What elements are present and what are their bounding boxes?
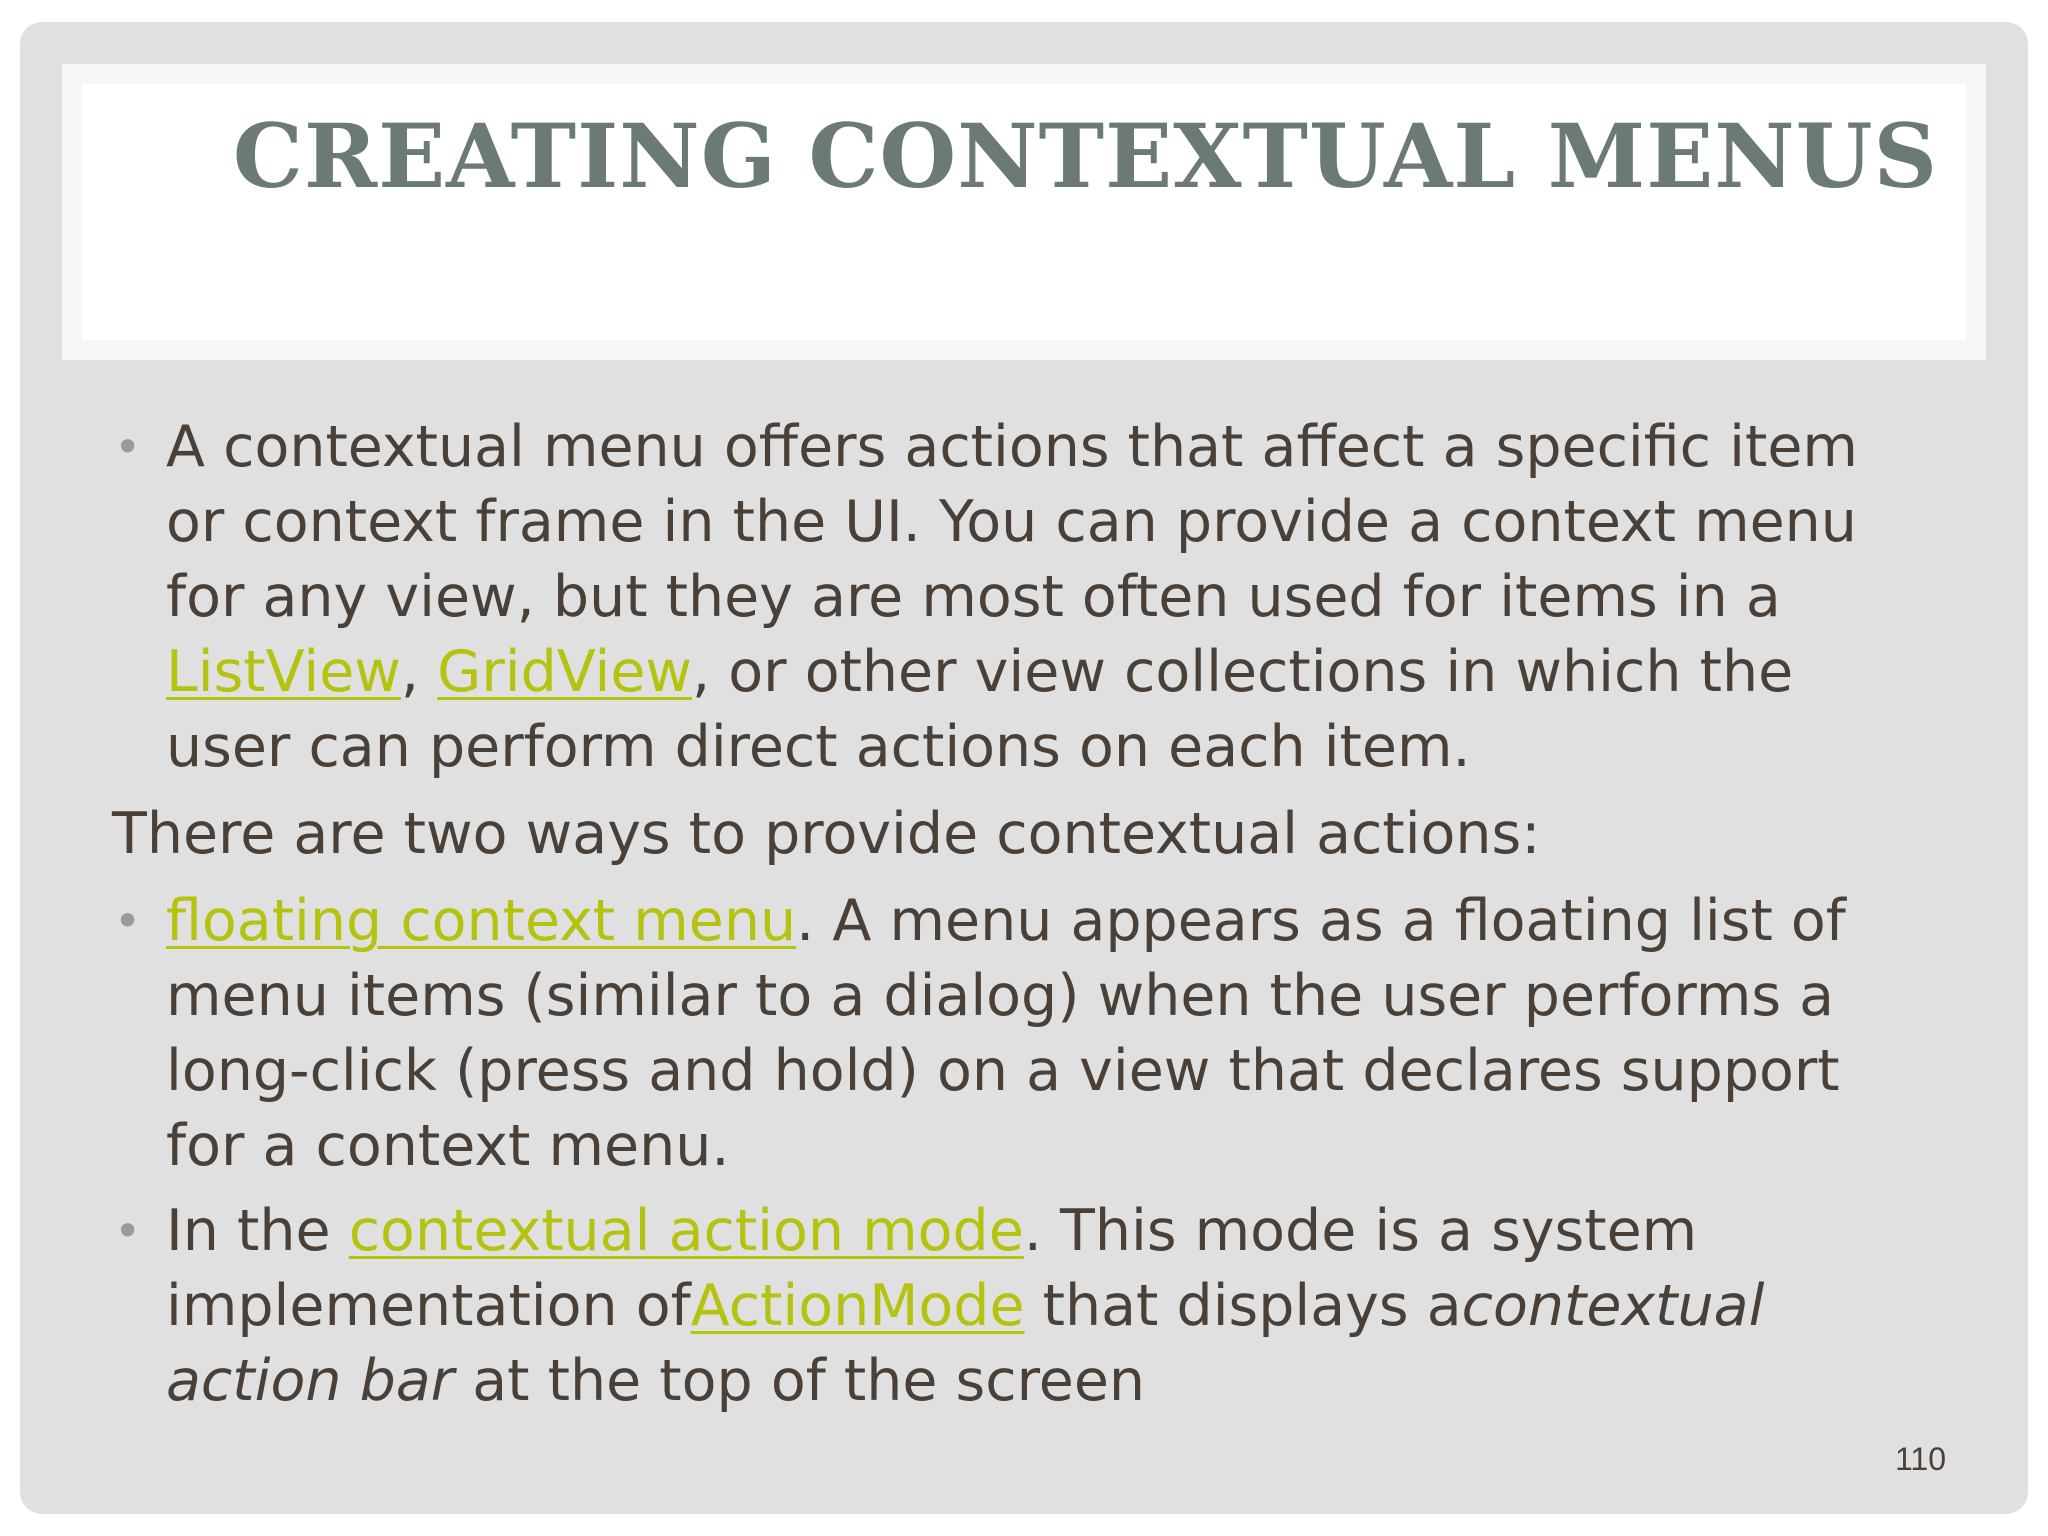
bullet-text: In the [166, 1198, 349, 1264]
bullet-text: , or other view collections in which the user can perform direct actions on each item. [166, 639, 1794, 780]
slide-body [112, 410, 1912, 1419]
bullet-action-mode [112, 1194, 1912, 1419]
intro-paragraph: There are two ways to provide contextual actions: [112, 801, 1541, 867]
bullet-text: A contextual menu offers actions that affect a specific item or context frame in the UI. You can provide a context menu for any view, but they are most often used for items in a [166, 414, 1858, 630]
separator-text: , [400, 639, 438, 705]
slide-title: CREATING CONTEXTUAL MENUS [232, 104, 1938, 208]
bullet-text: that displays a [1024, 1273, 1462, 1339]
title-panel [62, 64, 1986, 360]
floating-context-menu-link[interactable]: floating context menu [166, 888, 797, 954]
page-number: 110 [1894, 1441, 1946, 1477]
actionmode-link[interactable]: ActionMode [690, 1273, 1025, 1339]
bullet-floating-menu [112, 884, 1912, 1184]
slide [20, 22, 2028, 1514]
contextual-action-mode-link[interactable]: contextual action mode [348, 1198, 1024, 1264]
spacer [112, 1184, 1912, 1194]
gridview-link[interactable]: GridView [437, 639, 693, 705]
bullet-contextual-menu [112, 410, 1912, 785]
bullet-text: . A menu appears as a floating list of menu items (similar to a dialog) when the user performs a long-click (press and hold) on a view that declares support for a context menu. [166, 888, 1846, 1179]
bullet-text: at the top of the screen [454, 1348, 1146, 1414]
listview-link[interactable]: ListView [166, 639, 401, 705]
contextual-action-bar-term: contextual action bar [166, 1273, 1765, 1414]
bullet-text: . This mode is a system implementation of [166, 1198, 1698, 1339]
